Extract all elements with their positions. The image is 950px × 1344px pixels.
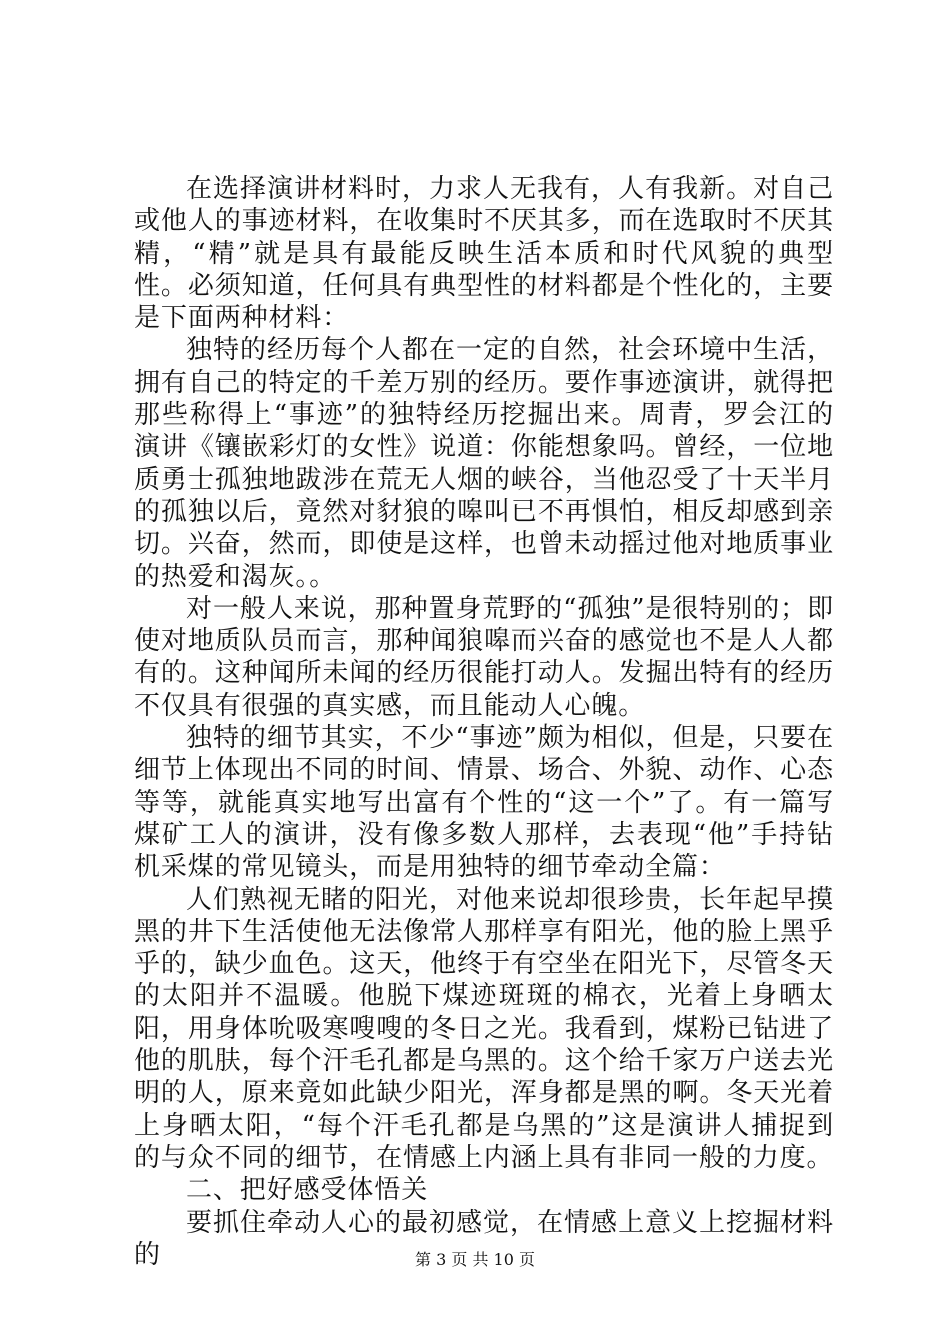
document-body	[134, 173, 834, 1271]
section-heading: 二、把好感受体悟关	[186, 1175, 429, 1206]
paragraph-1: 在选择演讲材料时，力求人无我有，人有我新。对自己或他人的事迹材料，在收集时不厌其多，而在选取时不厌其精，“精”就是具有最能反映生活本质和时代风貌的典型性。必须知道，任何具有典型性的材料都是个性化的，主要是下面两种材料：	[134, 174, 834, 334]
page-number-footer: 第 3 页 共 10 页	[415, 1250, 535, 1269]
paragraph-3: 对一般人来说，那种置身荒野的“孤独”是很特别的；即使对地质队员而言，那种闻狼嗥而兴奋的感觉也不是人人都有的。这种闻所未闻的经历很能打动人。发掘出特有的经历不仅具有很强的真实感，而且能动人心魄。	[134, 593, 834, 721]
paragraph-2: 独特的经历每个人都在一定的自然，社会环境中生活，拥有自己的特定的千差万别的经历。要作事迹演讲，就得把那些称得上“事迹”的独特经历挖掘出来。周青，罗会江的演讲《镶嵌彩灯的女性》说道：你能想象吗。曾经，一位地质勇士孤独地跋涉在荒无人烟的峡谷，当他忍受了十天半月的孤独以后，竟然对豺狼的嗥叫已不再惧怕，相反却感到亲切。兴奋，然而，即使是这样，也曾未动摇过他对地质事业的热爱和渴灰。。	[134, 335, 834, 592]
paragraph-4: 独特的细节其实，不少“事迹”颇为相似，但是，只要在细节上体现出不同的时间、情景、场合、外貌、动作、心态等等，就能真实地写出富有个性的“这一个”了。有一篇写煤矿工人的演讲，没有像多数人那样，去表现“他”手持钻机采煤的常见镜头，而是用独特的细节牵动全篇：	[134, 723, 834, 883]
paragraph-5: 人们熟视无睹的阳光，对他来说却很珍贵，长年起早摸黑的井下生活使他无法像常人那样享有阳光，他的脸上黑乎乎的，缺少血色。这天，他终于有空坐在阳光下，尽管冬天的太阳并不温暖。他脱下煤迹斑斑的棉衣，光着上身晒太阳，用身体吮吸寒嗖嗖的冬日之光。我看到，煤粉已钻进了他的肌肤，每个汗毛孔都是乌黑的。这个给千家万户送去光明的人，原来竟如此缺少阳光，浑身都是黑的啊。冬天光着上身晒太阳，“每个汗毛孔都是乌黑的”这是演讲人捕捉到的与众不同的细节，在情感上内涵上具有非同一般的力度。	[134, 884, 834, 1173]
paragraph-6: 要抓住牵动人心的最初感觉，在情感上意义上挖掘材料的	[134, 1207, 834, 1270]
